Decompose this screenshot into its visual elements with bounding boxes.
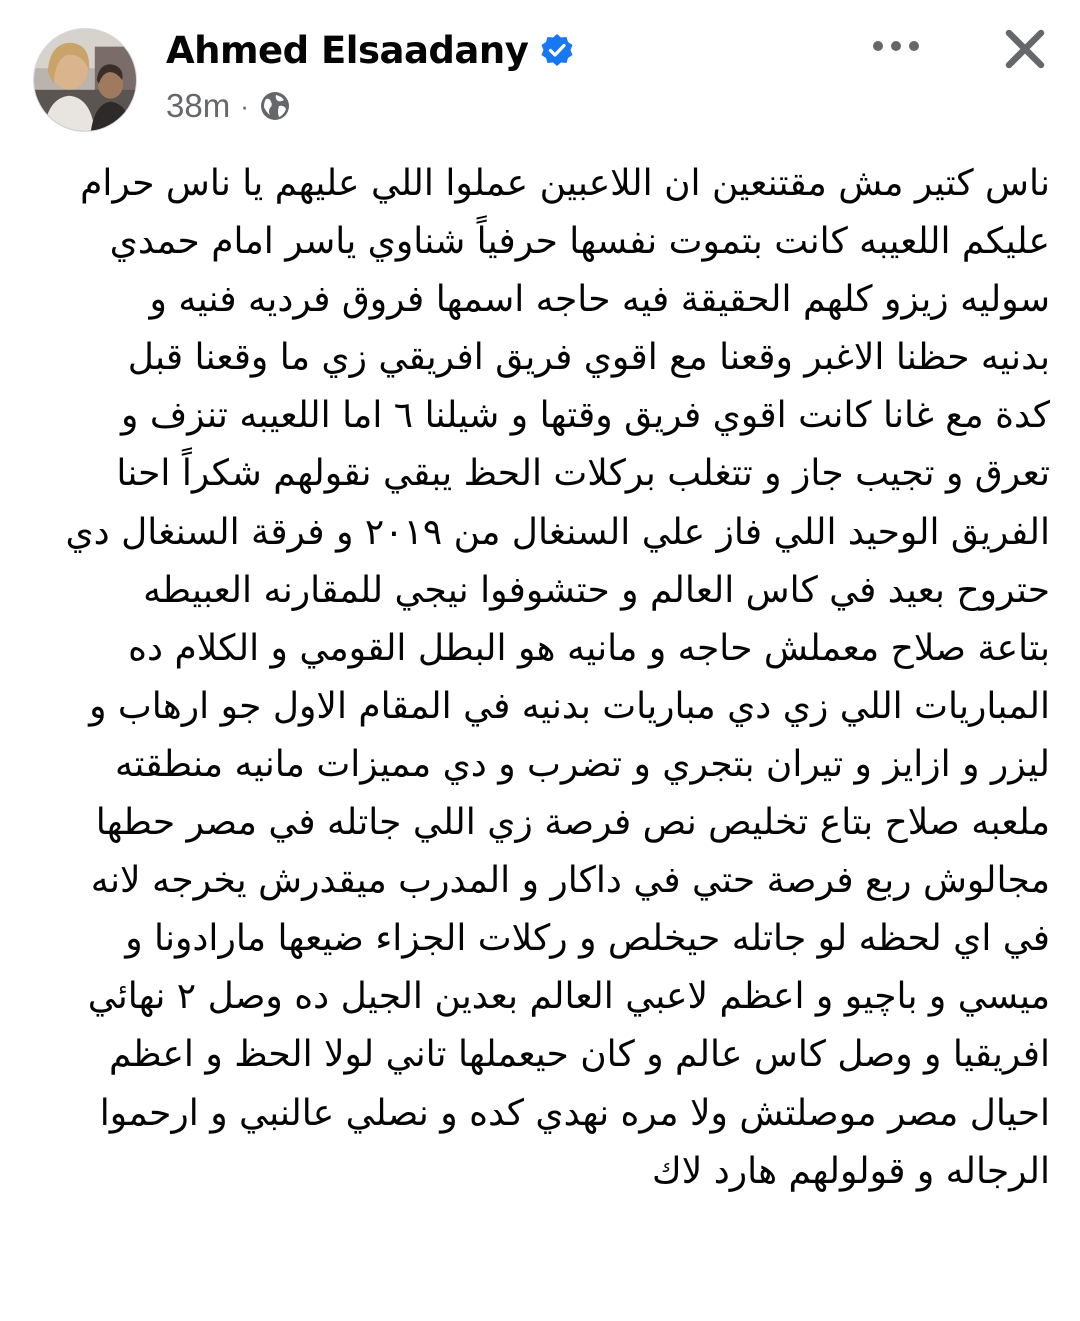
post-text-line: المباريات اللي زي دي مباريات بدنيه في المقام الاول جو ارهاب و [89,685,1050,727]
post-text-line: الرجاله و قولولهم هارد لاك [652,1150,1050,1192]
avatar-photo [34,29,136,131]
post-text-line: ملعبه صلاح بتاع تخليص نص فرصة زي اللي جاتله في مصر حطها [95,802,1050,844]
post-meta [166,84,291,128]
post-text-line: بتاعة صلاح معملش حاجه و مانيه هو البطل القومي و الكلام ده [128,627,1050,669]
author-row [166,24,574,76]
post-text-line: ليزر و ازايز و تيران بتجري و تضرب و دي مميزات مانيه منطقته [115,743,1050,785]
post-text-line: كدة مع غانا كانت اقوي فريق وقتها و شيلنا ٦ اما اللعيبه تنزف و [121,395,1050,437]
post-timestamp[interactable]: 38m [166,87,231,124]
post-text-line: تعرق و تجيب جاز و تتغلب بركلات الحظ يبقي نقولهم شكراً احنا [116,453,1050,495]
post-header [0,0,1080,150]
post-text-line: الفريق الوحيد اللي فاز علي السنغال من ٢٠١٩ و فرقة السنغال دي [65,511,1050,553]
more-dots-icon [870,39,922,53]
close-icon [1003,27,1047,71]
post-text-line: ميسي و باچيو و اعظم لاعبي العالم بعدين الجيل ده وصل ٢ نهائي [87,976,1050,1018]
globe-icon[interactable] [259,90,291,122]
verified-badge-icon [540,33,574,67]
post-text-line: حتروح بعيد في كاس العالم و حتشوفوا نيجي للمقارنه العبيطه [143,569,1050,611]
post-text-line: مجالوش ربع فرصة حتي في داكار و المدرب ميقدرش يخرجه لانه [90,860,1050,902]
post-text-line: سوليه زيزو كلهم الحقيقة فيه حاجه اسمها فروق فرديه فنيه و [149,279,1050,321]
post-text-line: بدنيه حظنا الاغبر وقعنا مع اقوي فريق افريقي زي ما وقعنا قبل [127,337,1050,379]
post-text [30,155,1050,1315]
post-text-line: احيال مصر موصلتش ولا مره نهدي كده و نصلي عالنبي و ارحموا [99,1092,1050,1134]
post-text-line: افريقيا و وصل كاس عالم و كان حيعملها تاني لولا الحظ و اعظم [108,1034,1050,1076]
more-options-button[interactable] [866,26,926,66]
author-name[interactable]: Ahmed Elsaadany [166,28,529,72]
post-text-line: ناس كتير مش مقتنعين ان اللاعبين عملوا اللي عليهم يا ناس حرام [80,163,1050,204]
meta-separator: · [240,90,249,121]
close-button[interactable] [996,20,1054,78]
author-avatar[interactable] [33,28,137,132]
post-text-line: عليكم اللعيبه كانت بتموت نفسها حرفياً شناوي ياسر امام حمدي [109,221,1050,263]
post-text-line: في اي لحظه لو جاتله حيخلص و ركلات الجزاء ضيعها مارادونا و [125,918,1050,960]
